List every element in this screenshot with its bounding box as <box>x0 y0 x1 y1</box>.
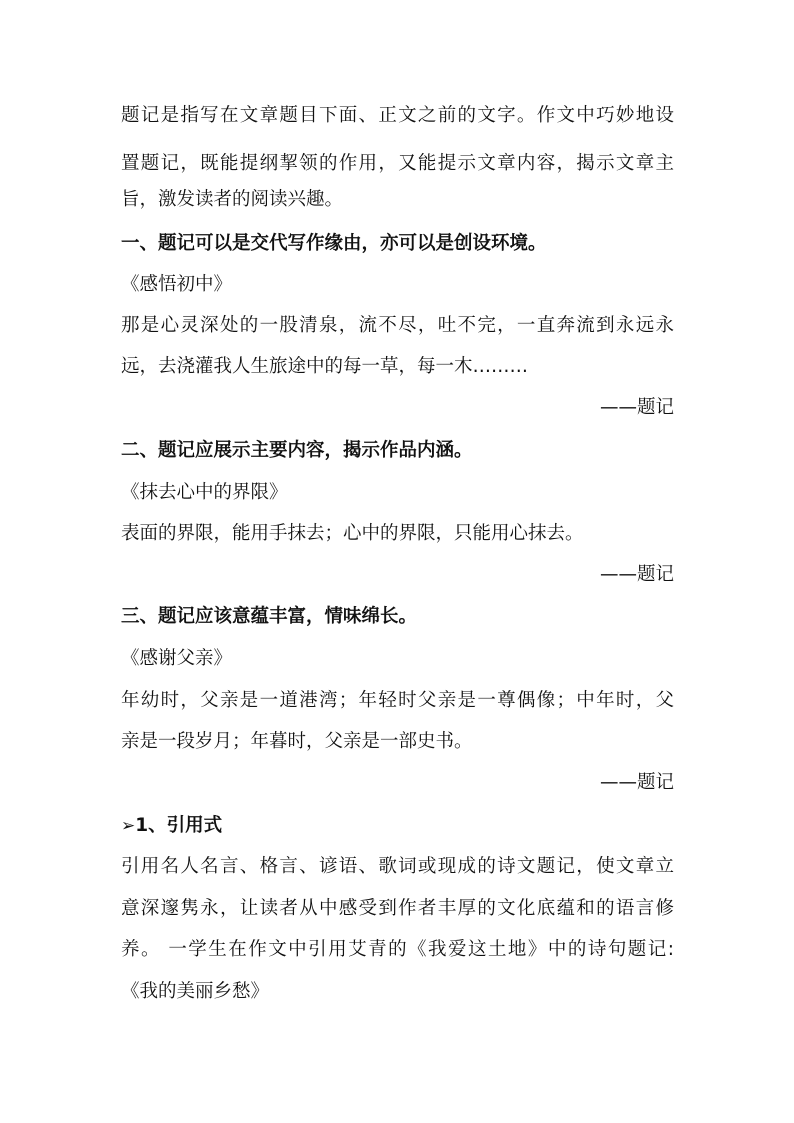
intro-line-3: 旨，激发读者的阅读兴趣。 <box>121 189 344 210</box>
intro-line-2: 置题记，既能提纲挈领的作用，又能提示文章内容，揭示文章主 <box>121 153 674 174</box>
section-4-line-3: 养。 一学生在作文中引用艾青的《我爱这土地》中的诗句题记: <box>121 939 674 960</box>
section-1-line-2: 远，去浇灌我人生旅途中的每一草，每一木……… <box>121 356 529 377</box>
section-3-title: 《感谢父亲》 <box>121 648 233 669</box>
section-1-line-1: 那是心灵深处的一股清泉，流不尽，吐不完，一直奔流到永远永 <box>121 315 674 336</box>
section-2-line-1: 表面的界限，能用手抹去；心中的界限，只能用心抹去。 <box>121 523 584 544</box>
section-3-line-1: 年幼时，父亲是一道港湾；年轻时父亲是一尊偶像；中年时，父 <box>121 690 674 711</box>
section-4-line-1: 引用名人名言、格言、谚语、歌词或现成的诗文题记，使文章立 <box>121 856 674 877</box>
section-1-title: 《感悟初中》 <box>121 274 233 295</box>
section-4-title: 《我的美丽乡愁》 <box>121 981 270 1002</box>
section-4-line-2: 意深邃隽永，让读者从中感受到作者丰厚的文化底蕴和的语言修 <box>121 898 674 919</box>
section-4-heading-row <box>121 814 674 838</box>
section-3-heading: 三、题记应该意蕴丰富，情味绵长。 <box>121 606 418 627</box>
section-3-line-2: 亲是一段岁月；年暮时，父亲是一部史书。 <box>121 731 473 752</box>
section-2-attribution: ——题记 <box>599 564 674 585</box>
section-4-heading: 1、引用式 <box>135 815 223 836</box>
section-1-attribution: ——题记 <box>599 397 674 418</box>
section-1-heading: 一、题记可以是交代写作缘由，亦可以是创设环境。 <box>121 233 547 254</box>
section-2-heading: 二、题记应展示主要内容，揭示作品内涵。 <box>121 440 473 461</box>
section-2-title: 《抹去心中的界限》 <box>121 482 288 503</box>
arrow-bullet-icon: ➢ <box>121 816 136 836</box>
intro-line-1: 题记是指写在文章题目下面、正文之前的文字。作文中巧妙地设 <box>121 105 674 126</box>
section-3-attribution: ——题记 <box>599 772 674 793</box>
